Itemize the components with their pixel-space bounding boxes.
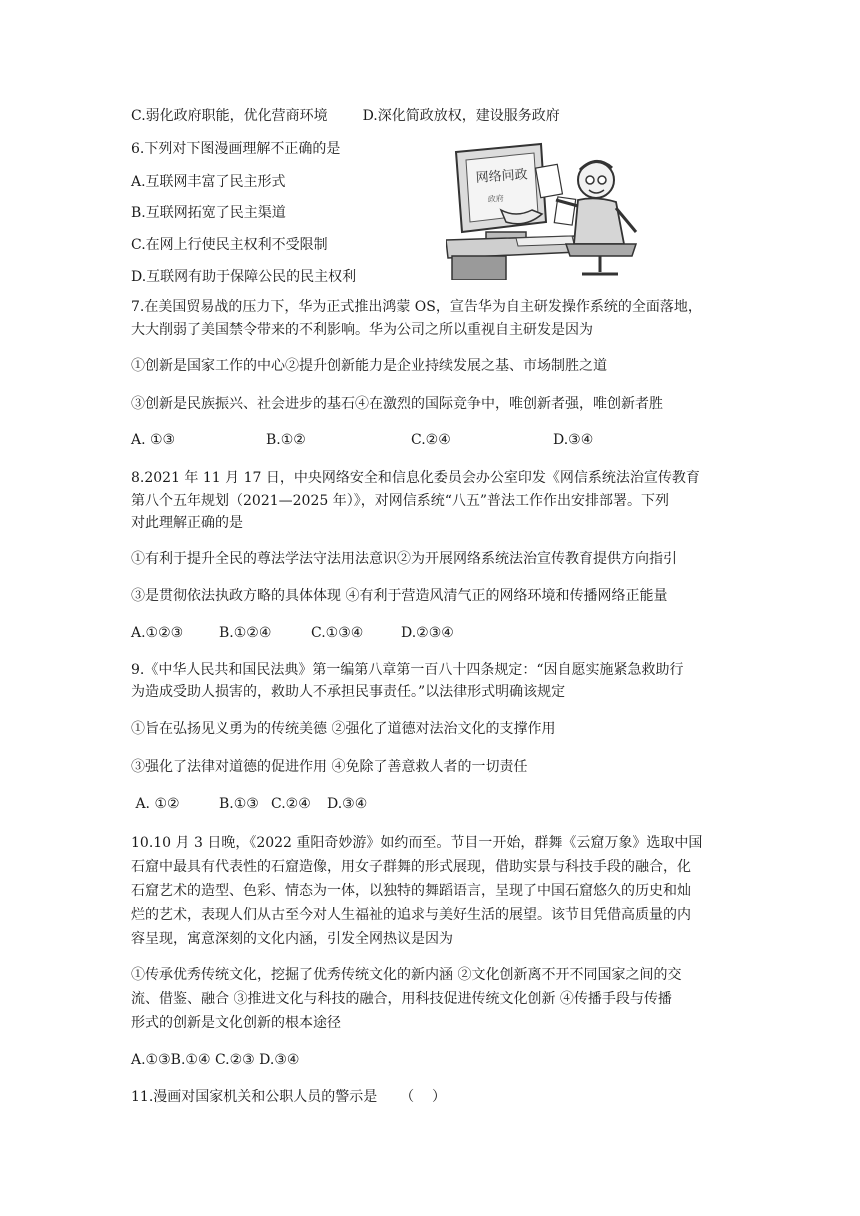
q5-options-line xyxy=(131,107,560,125)
q7-item-line-1: ①创新是国家工作的中心②提升创新能力是企业持续发展之基、市场制胜之道 xyxy=(131,358,607,374)
q10-stem-line-2: 石窟中最具有代表性的石窟造像，用女子群舞的形式展现，借助实景与科技手段的融合，化 xyxy=(131,859,691,875)
q8-option-b: B.①②④ xyxy=(219,625,272,641)
q9-option-a: A. ①② xyxy=(131,796,180,812)
q6-option-a: A.互联网丰富了民主形式 xyxy=(131,174,286,190)
q10-stem-line-1: 10.10 月 3 日晚，《2022 重阳奇妙游》如约而至。节目一开始，群舞《云窟万象》选取中国 xyxy=(131,835,703,851)
q11-stem: 11.漫画对国家机关和公职人员的警示是 xyxy=(131,1089,378,1105)
q10-item-line-1: ①传承优秀传统文化，挖掘了优秀传统文化的新内涵 ②文化创新离不开不同国家之间的交 xyxy=(131,967,682,983)
q6-option-b: B.互联网拓宽了民主渠道 xyxy=(131,205,286,221)
q6-option-d: D.互联网有助于保障公民的民主权利 xyxy=(131,269,357,285)
q5-option-d: D.深化简政放权，建设服务政府 xyxy=(362,108,560,124)
q9-options xyxy=(131,795,367,813)
q8-item-line-2: ③是贯彻依法执政方略的具体体现 ④有利于营造风清气正的网络环境和传播网络正能量 xyxy=(131,588,668,604)
q6-stem: 6.下列对下图漫画理解不正确的是 xyxy=(131,141,341,157)
q7-option-d: D.③④ xyxy=(553,432,594,448)
q9-option-c: C.②④ xyxy=(271,796,311,812)
cartoon-screen-subtext: 政府 xyxy=(487,193,505,204)
q8-stem-line-2: 第八个五年规划（2021—2025 年）》，对网信系统“八五”普法工作作出安排部署。下列 xyxy=(131,493,670,509)
cartoon-internet-politics-illustration xyxy=(446,140,646,280)
q9-item-line-1: ①旨在弘扬见义勇为的传统美德 ②强化了道德对法治文化的支撑作用 xyxy=(131,721,556,737)
q7-option-b: B.①② xyxy=(266,432,306,448)
q8-stem-line-3: 对此理解正确的是 xyxy=(131,515,243,531)
q10-stem-line-3: 石窟艺术的造型、色彩、情态为一体，以独特的舞蹈语言，呈现了中国石窟悠久的历史和灿 xyxy=(131,883,691,899)
q9-item-line-2: ③强化了法律对道德的促进作用 ④免除了善意救人者的一切责任 xyxy=(131,759,528,775)
q7-stem-line-1: 7.在美国贸易战的压力下，华为正式推出鸿蒙 OS，宣告华为自主研发操作系统的全面落地， xyxy=(131,299,702,315)
q7-option-c: C.②④ xyxy=(411,432,451,448)
q8-stem-line-1: 8.2021 年 11 月 17 日，中央网络安全和信息化委员会办公室印发《网信系统法治宣传教育 xyxy=(131,470,700,486)
q11-answer-blank: （ ） xyxy=(400,1089,446,1105)
q8-option-d: D.②③④ xyxy=(401,625,454,641)
q7-item-line-2: ③创新是民族振兴、社会进步的基石④在激烈的国际竞争中，唯创新者强，唯创新者胜 xyxy=(131,396,663,412)
q6-option-c: C.在网上行使民主权利不受限制 xyxy=(131,237,328,253)
q11-stem-line xyxy=(131,1088,446,1106)
q10-item-line-3: 形式的创新是文化创新的根本途径 xyxy=(131,1015,341,1031)
q7-option-a: A. ①③ xyxy=(131,432,176,448)
q9-option-d: D.③④ xyxy=(327,796,368,812)
q10-stem-line-4: 烂的艺术，表现人们从古至今对人生福祉的追求与美好生活的展望。该节目凭借高质量的内 xyxy=(131,907,691,923)
q5-option-c: C.弱化政府职能，优化营商环境 xyxy=(131,108,328,124)
q7-options xyxy=(131,431,593,449)
q8-option-a: A.①②③ xyxy=(131,625,184,641)
q8-item-line-1: ①有利于提升全民的尊法学法守法用法意识②为开展网络系统法治宣传教育提供方向指引 xyxy=(131,551,677,567)
q9-stem-line-1: 9.《中华人民共和国民法典》第一编第八章第一百八十四条规定：“因自愿实施紧急救助行 xyxy=(131,662,684,678)
q7-stem-line-2: 大大削弱了美国禁令带来的不利影响。华为公司之所以重视自主研发是因为 xyxy=(131,322,593,338)
q10-item-line-2: 流、借鉴、融合 ③推进文化与科技的融合，用科技促进传统文化创新 ④传播手段与传播 xyxy=(131,991,672,1007)
cartoon-screen-text: 网络问政 xyxy=(475,167,529,186)
q8-option-c: C.①③④ xyxy=(311,625,364,641)
q10-stem-line-5: 容呈现，寓意深刻的文化内涵，引发全网热议是因为 xyxy=(131,931,453,947)
q8-options xyxy=(131,624,454,642)
q9-option-b: B.①③ xyxy=(219,796,259,812)
q9-stem-line-2: 为造成受助人损害的，救助人不承担民事责任。”以法律形式明确该规定 xyxy=(131,684,566,700)
q10-options: A.①③B.①④ C.②③ D.③④ xyxy=(131,1052,300,1068)
